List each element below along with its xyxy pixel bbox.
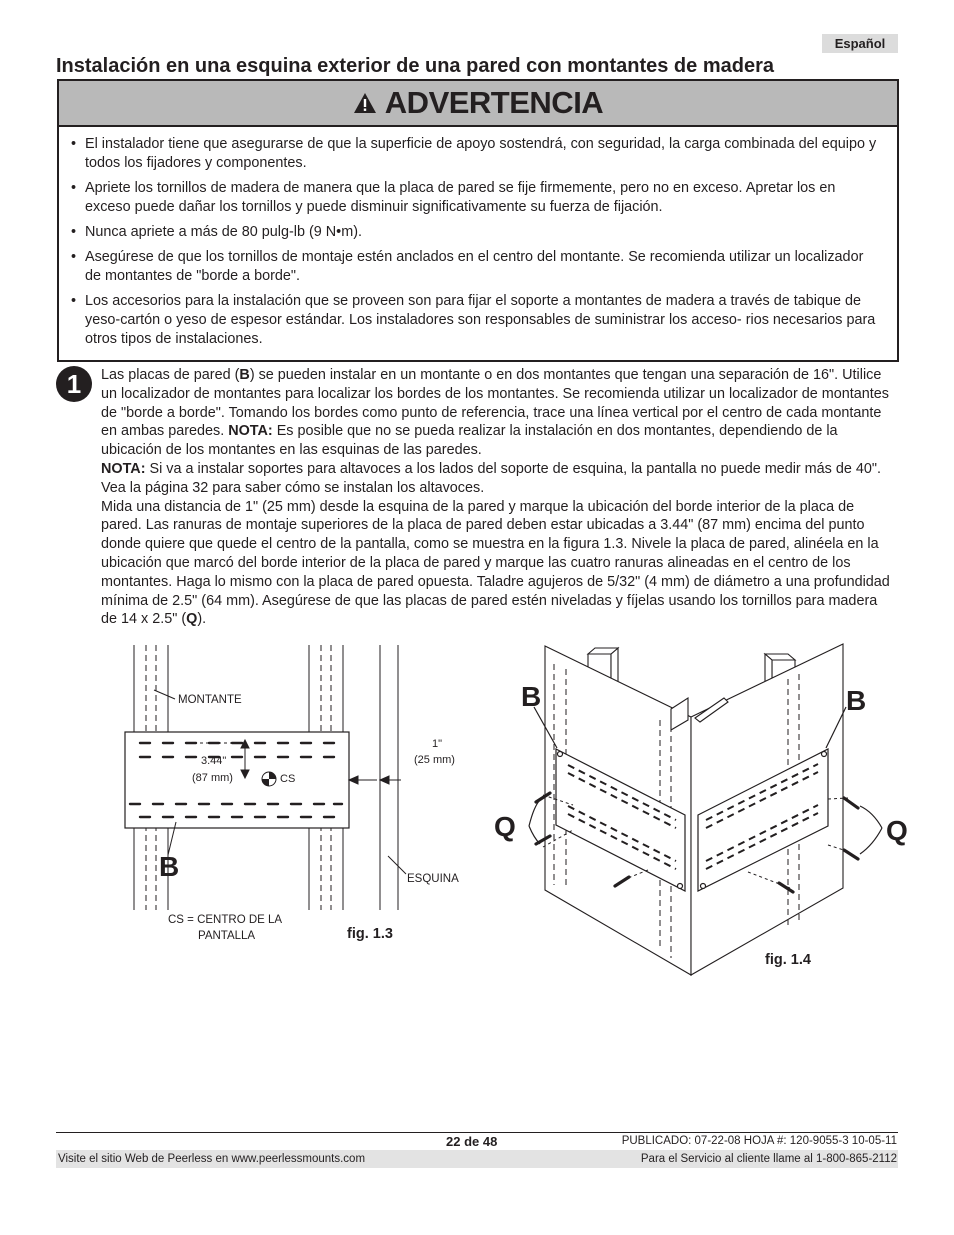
warning-item: • Asegúrese de que los tornillos de montaje estén anclados en el centro del montante. Se recomienda utilizar un localizador de montantes de "borde a borde". <box>71 248 883 286</box>
footer-rule <box>56 1132 898 1133</box>
step-instructions <box>101 366 891 629</box>
warning-item: • Nunca apriete a más de 80 pulg-lb (9 N•m). <box>71 223 883 242</box>
screen-center-icon <box>262 772 276 786</box>
step-paragraph-2: Mida una distancia de 1" (25 mm) desde la esquina de la pared y marque la ubicación del borde interior de la placa de pared. Las ranuras de montaje superiores de la placa de pared deben estar ubicadas a 3.44" (87 mm) encima del punto donde quiere que quede el centro de la pantalla, como se muestra en la figura 1.3. Nivele la placa de pared, alinéela en la ubicación que marcó del borde interior de la placa de pared y marque las cuatro ranuras alineadas en el centro de los montantes. Haga lo mismo con la placa de pared opuesta. Taladre agujeros de 5/32" (4 mm) de diámetro a una profundidad mínima de 2.5" (64 mm). Asegúrese de que las placas de pared estén niveladas y fíjelas usando los tornillos para madera de 14 x 2.5" (Q). <box>101 498 890 628</box>
figure-1-3 <box>120 640 480 950</box>
label-montante: MONTANTE <box>178 694 242 706</box>
customer-service-text: Para el Servicio al cliente llame al 1-800-865-2112 <box>640 1153 897 1165</box>
label-25mm: (25 mm) <box>414 754 455 766</box>
label-1in: 1" <box>432 738 443 750</box>
label-esquina: ESQUINA <box>407 873 459 885</box>
publication-info: PUBLICADO: 07-22-08 HOJA #: 120-9055-3 10-05-11 <box>621 1135 897 1147</box>
figure-caption: fig. 1.3 <box>347 926 393 942</box>
warning-header <box>59 81 897 127</box>
warning-box <box>57 79 899 362</box>
warning-title: ADVERTENCIA <box>384 85 604 120</box>
warning-item: • Los accesorios para la instalación que se proveen son para fijar el soporte a montantes de madera a través de tabique de yeso-cartón o yeso de espesor estándar. Los instaladores son responsables de suministrar los acceso- rios necesarios para otros tipos de instalaciones. <box>71 292 883 349</box>
warning-item: • Apriete los tornillos de madera de manera que la placa de pared se fije firmemente, pero no en exceso. Apretar los en exceso puede dañar los tornillos y puede disminuir significativamente su fuerza de fijación. <box>71 179 883 217</box>
step-paragraph-1: Las placas de pared (B) se pueden instalar en un montante o en dos montantes que tengan una separación de 16". Utilice un localizador de montantes para localizar los bordes de los montantes. Se recomienda utilizar un localizador de montantes de "borde a borde". Tomando los bordes como punto de referencia, trace una línea vertical por el centro de cada montante en ambas paredes. NOTA: Es posible que no se pueda realizar la instalación en dos montantes, dependiendo de la ubicación de los montantes en las esquinas de las paredes. NOTA: Si va a instalar soportes para altavoces a los lados del soporte de esquina, la pantalla no puede medir más de 40". Vea la página 32 para saber cómo se instalan los altavoces. <box>101 367 889 496</box>
label-b: B <box>159 851 180 882</box>
label-b-left: B <box>521 681 542 712</box>
label-cs: CS <box>280 773 296 785</box>
page-title: Instalación en una esquina exterior de una pared con montantes de madera <box>56 55 774 77</box>
figure-1-4 <box>488 640 918 980</box>
label-b-right: B <box>846 685 867 716</box>
legend-cs-line1: CS = CENTRO DE LA <box>168 914 283 926</box>
figure-caption: fig. 1.4 <box>765 952 811 968</box>
language-tab: Español <box>822 34 898 53</box>
label-q-right: Q <box>886 815 908 846</box>
label-q-left: Q <box>494 811 516 842</box>
label-87mm: (87 mm) <box>192 772 233 784</box>
legend-cs-line2: PANTALLA <box>198 930 256 942</box>
website-link[interactable]: Visite el sitio Web de Peerless en www.peerlessmounts.com <box>58 1153 366 1165</box>
warning-item: • El instalador tiene que asegurarse de que la superficie de apoyo sostendrá, con seguridad, la carga combinada del equipo y todos los fijadores y componentes. <box>71 135 883 173</box>
step-number-badge: 1 <box>56 366 92 402</box>
label-344: 3.44" <box>201 755 227 767</box>
footer-bar <box>56 1150 898 1168</box>
warning-list <box>59 127 897 349</box>
warning-triangle-icon <box>353 92 377 114</box>
page-number: 22 de 48 <box>446 1134 498 1149</box>
